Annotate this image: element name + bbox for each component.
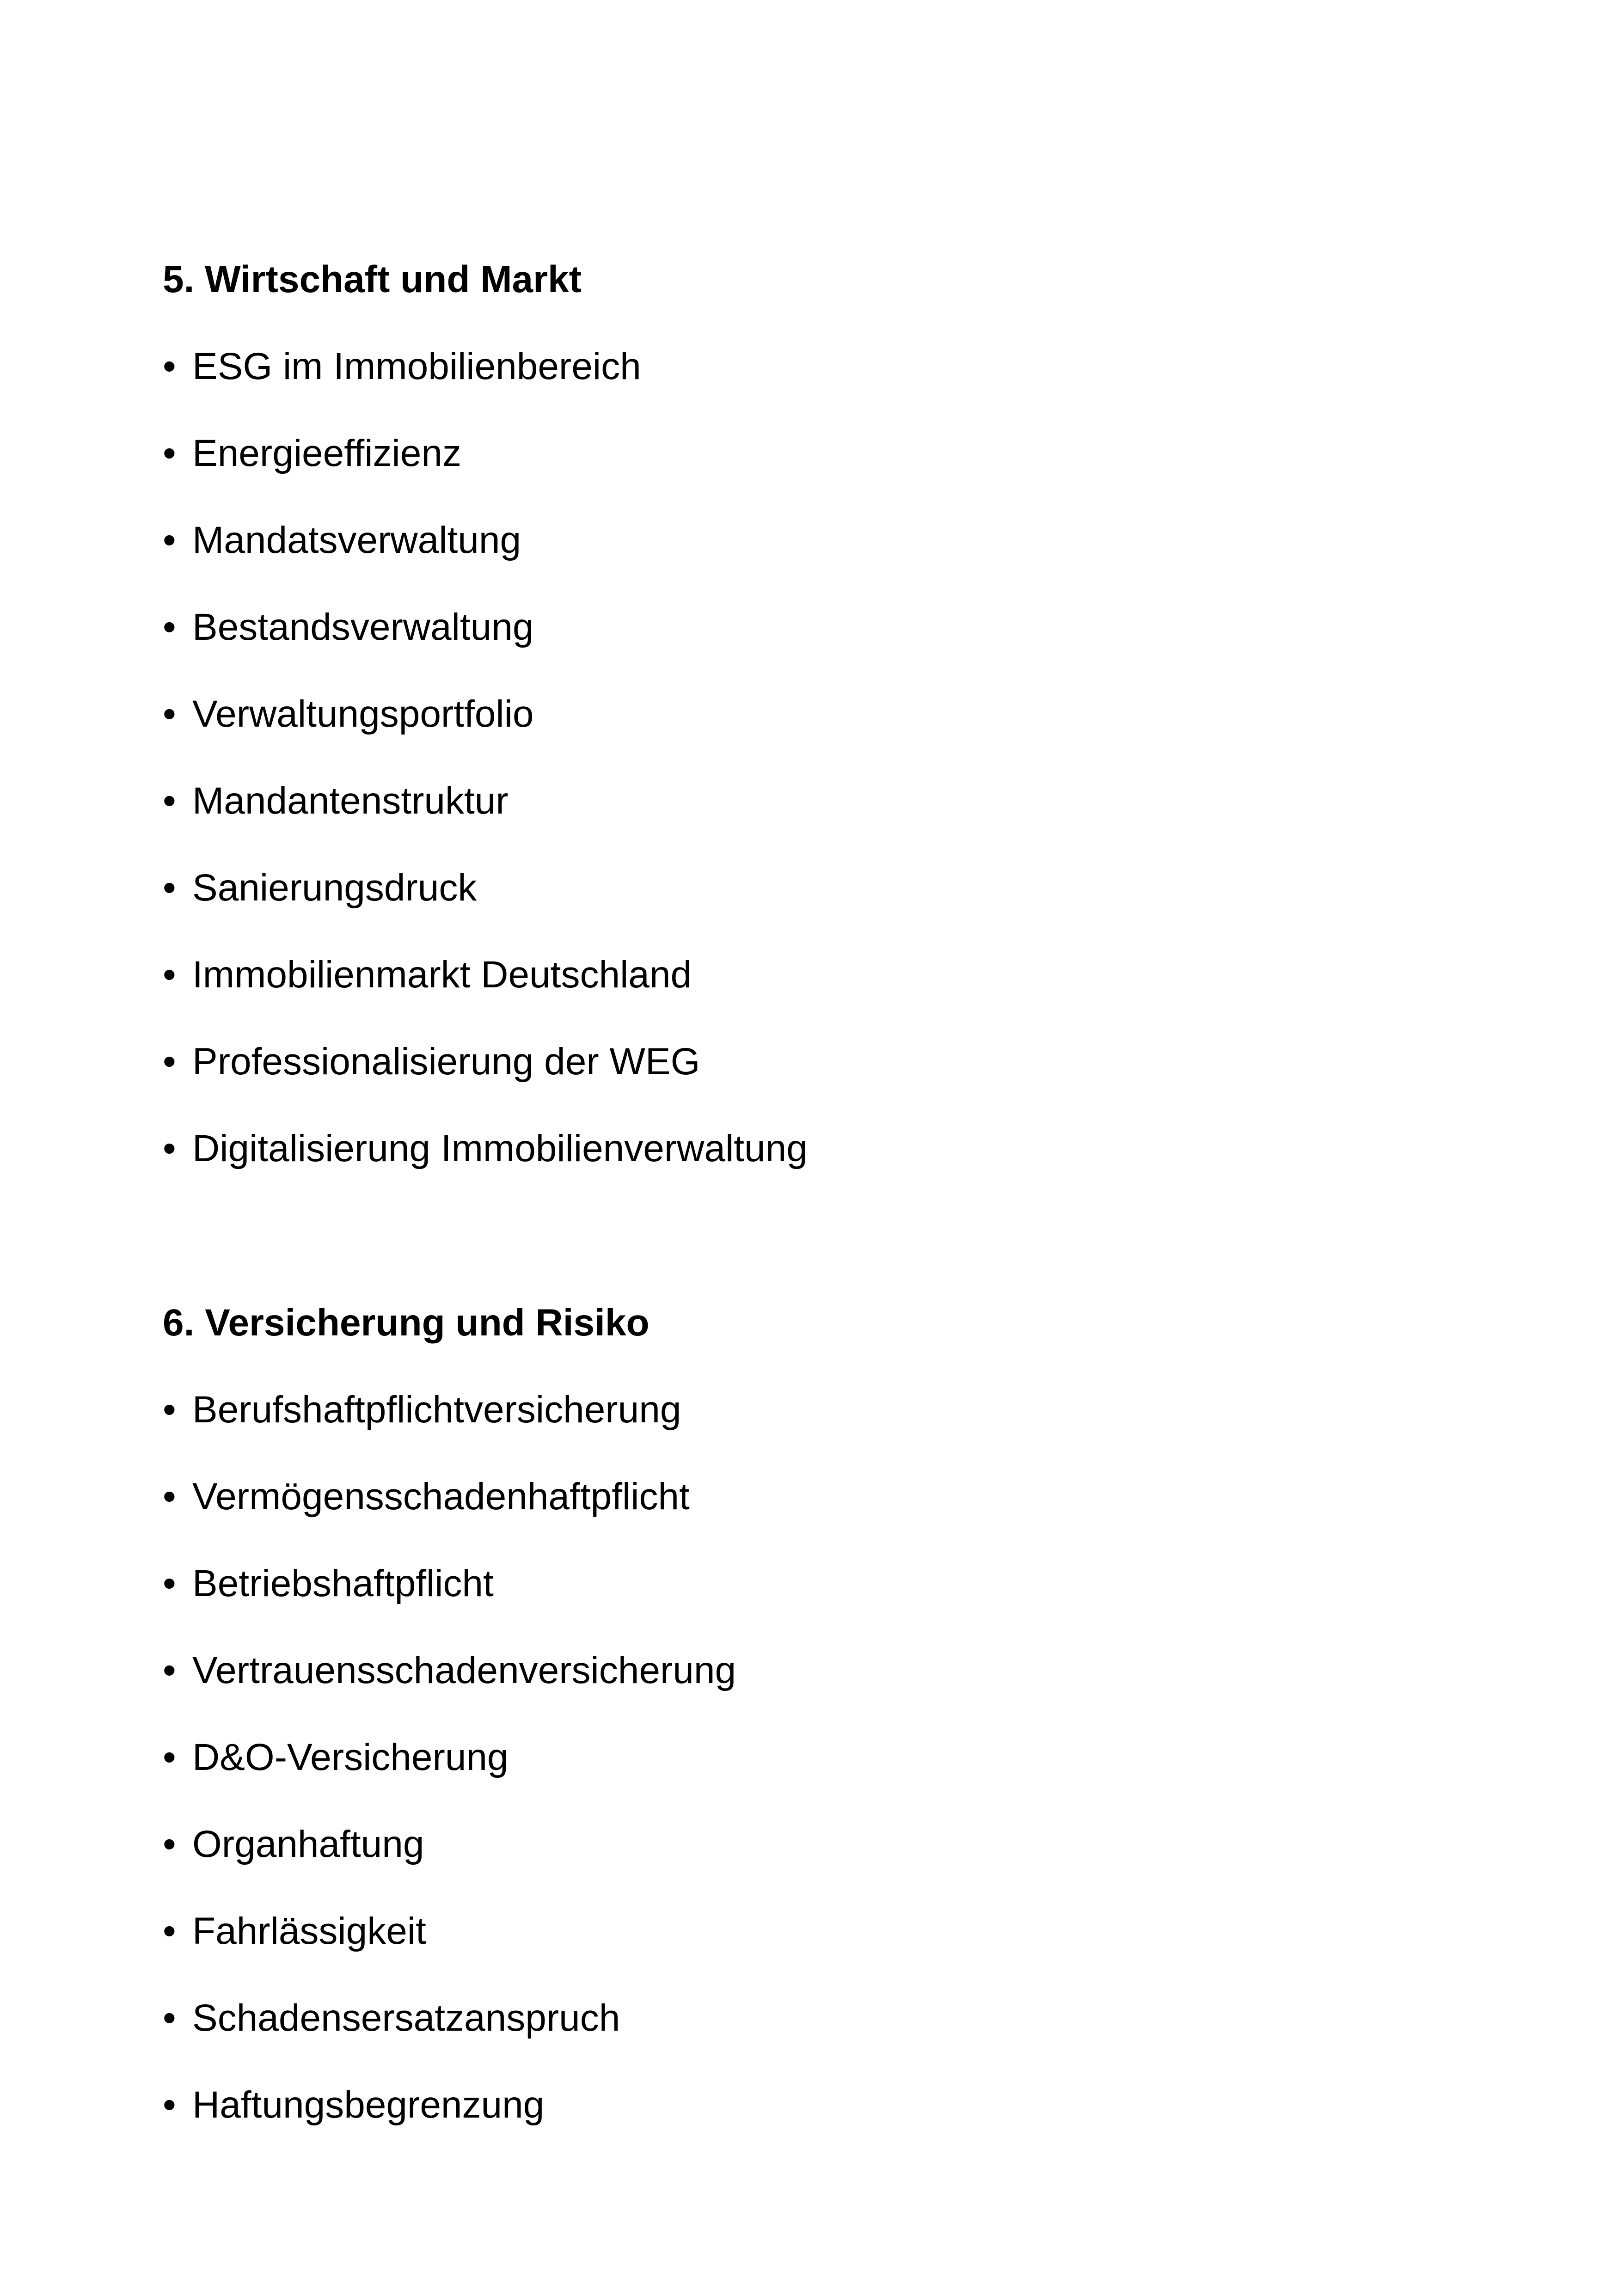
list-item-label: Sanierungsdruck (192, 867, 477, 909)
bullet-list (163, 337, 1550, 1179)
section-heading: 5. Wirtschaft und Markt (163, 258, 582, 300)
bullet-icon: • (163, 693, 176, 735)
list-item-label: Professionalisierung der WEG (192, 1041, 700, 1083)
list-item-label: Vertrauensschadenversicherung (192, 1649, 736, 1691)
bullet-icon: • (163, 780, 176, 822)
list-item (163, 1814, 1550, 1874)
bullet-icon: • (163, 2084, 176, 2126)
bullet-icon: • (163, 345, 176, 387)
bullet-icon: • (163, 1562, 176, 1604)
bullet-icon: • (163, 867, 176, 909)
list-item-label: Mandantenstruktur (192, 780, 509, 822)
list-item-label: Organhaftung (192, 1823, 424, 1865)
list-item (163, 945, 1550, 1005)
list-item (163, 858, 1550, 918)
list-item-label: Verwaltungsportfolio (192, 693, 534, 735)
bullet-icon: • (163, 1997, 176, 2039)
list-item-label: Digitalisierung Immobilienverwaltung (192, 1127, 808, 1169)
list-item-label: D&O-Versicherung (192, 1736, 509, 1778)
bullet-icon: • (163, 519, 176, 561)
section-versicherung-und-risiko (163, 1293, 1550, 2162)
list-item (163, 1727, 1550, 1788)
bullet-icon: • (163, 606, 176, 648)
list-item (163, 1380, 1550, 1440)
list-item (163, 1467, 1550, 1527)
list-item-label: Vermögensschadenhaftpflicht (192, 1476, 690, 1518)
bullet-list (163, 1380, 1550, 2135)
list-item-label: Mandatsverwaltung (192, 519, 521, 561)
list-item-label: Berufshaftpflichtversicherung (192, 1389, 681, 1431)
section-heading: 6. Versicherung und Risiko (163, 1302, 650, 1344)
bullet-icon: • (163, 1823, 176, 1865)
list-item (163, 423, 1550, 484)
list-item (163, 597, 1550, 657)
list-item (163, 510, 1550, 570)
bullet-icon: • (163, 1736, 176, 1778)
list-item (163, 1641, 1550, 1701)
list-item (163, 1988, 1550, 2048)
bullet-icon: • (163, 1910, 176, 1952)
list-item-label: Schadensersatzanspruch (192, 1997, 620, 2039)
list-item-label: Betriebshaftpflicht (192, 1562, 494, 1604)
bullet-icon: • (163, 954, 176, 996)
list-item-label: Immobilienmarkt Deutschland (192, 954, 692, 996)
list-item-label: ESG im Immobilienbereich (192, 345, 641, 387)
bullet-icon: • (163, 432, 176, 474)
bullet-icon: • (163, 1127, 176, 1169)
list-item (163, 1554, 1550, 1614)
list-item (163, 684, 1550, 744)
bullet-icon: • (163, 1649, 176, 1691)
list-item (163, 2075, 1550, 2135)
list-item-label: Fahrlässigkeit (192, 1910, 426, 1952)
list-item (163, 771, 1550, 831)
list-item (163, 1032, 1550, 1092)
bullet-icon: • (163, 1041, 176, 1083)
section-wirtschaft-und-markt (163, 250, 1550, 1206)
list-item-label: Energieeffizienz (192, 432, 461, 474)
bullet-icon: • (163, 1476, 176, 1518)
list-item (163, 337, 1550, 397)
list-item-label: Haftungsbegrenzung (192, 2084, 545, 2126)
list-item-label: Bestandsverwaltung (192, 606, 534, 648)
list-item (163, 1901, 1550, 1961)
bullet-icon: • (163, 1389, 176, 1431)
list-item (163, 1119, 1550, 1179)
